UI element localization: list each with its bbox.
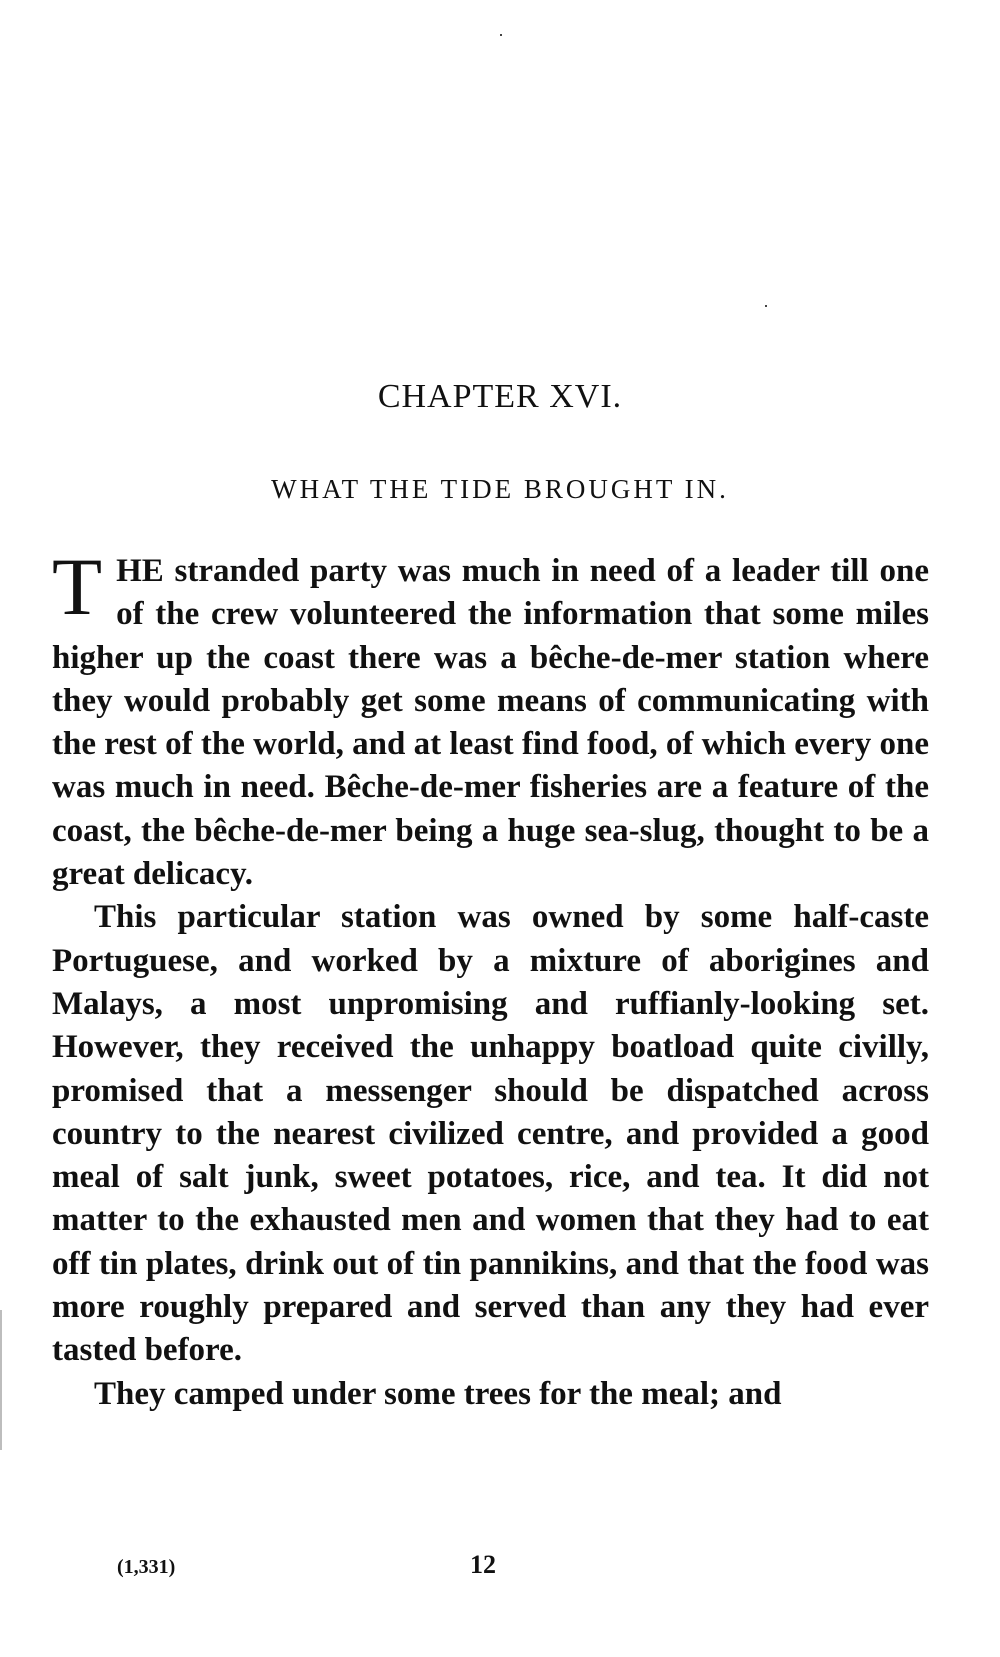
- drop-cap: T: [52, 541, 103, 632]
- scan-speck: [765, 305, 767, 307]
- paragraph-1: [52, 541, 929, 896]
- scan-margin-line: [0, 1310, 2, 1450]
- paragraph-3: They camped under some trees for the meal; and: [94, 1375, 782, 1412]
- scan-speck: [500, 34, 502, 36]
- signature-mark: (1,331): [117, 1556, 176, 1578]
- page-number: 12: [470, 1550, 496, 1579]
- paragraph-1-text: HE stranded party was much in need of a leader till one of the crew volunteered the information that some miles higher up the coast there was a bêche-de-mer station where they would probably get some means of communicating with the rest of the world, and at least find food, of which every one was much in need. Bêche-de-mer fisheries are a feature of the coast, the bêche-de-mer being a huge sea-slug, thought to be a great delicacy.: [52, 553, 929, 893]
- chapter-title: CHAPTER XVI.: [377, 378, 623, 415]
- body-text: [52, 541, 929, 1416]
- chapter-subtitle: WHAT THE TIDE BROUGHT IN.: [271, 474, 729, 504]
- paragraph-2: This particular station was owned by some half-caste Portuguese, and worked by a mixture of aborigines and Malays, a most unpromising and ruffianly-looking set. However, they received the unhappy boatload quite civilly, promised that a messenger should be dispatched across country to the nearest civilized centre, and provided a good meal of salt junk, sweet potatoes, rice, and tea. It did not matter to the exhausted men and women that they had to eat off tin plates, drink out of tin pannikins, and that the food was more roughly prepared and served than any they had ever tasted before.: [52, 899, 929, 1369]
